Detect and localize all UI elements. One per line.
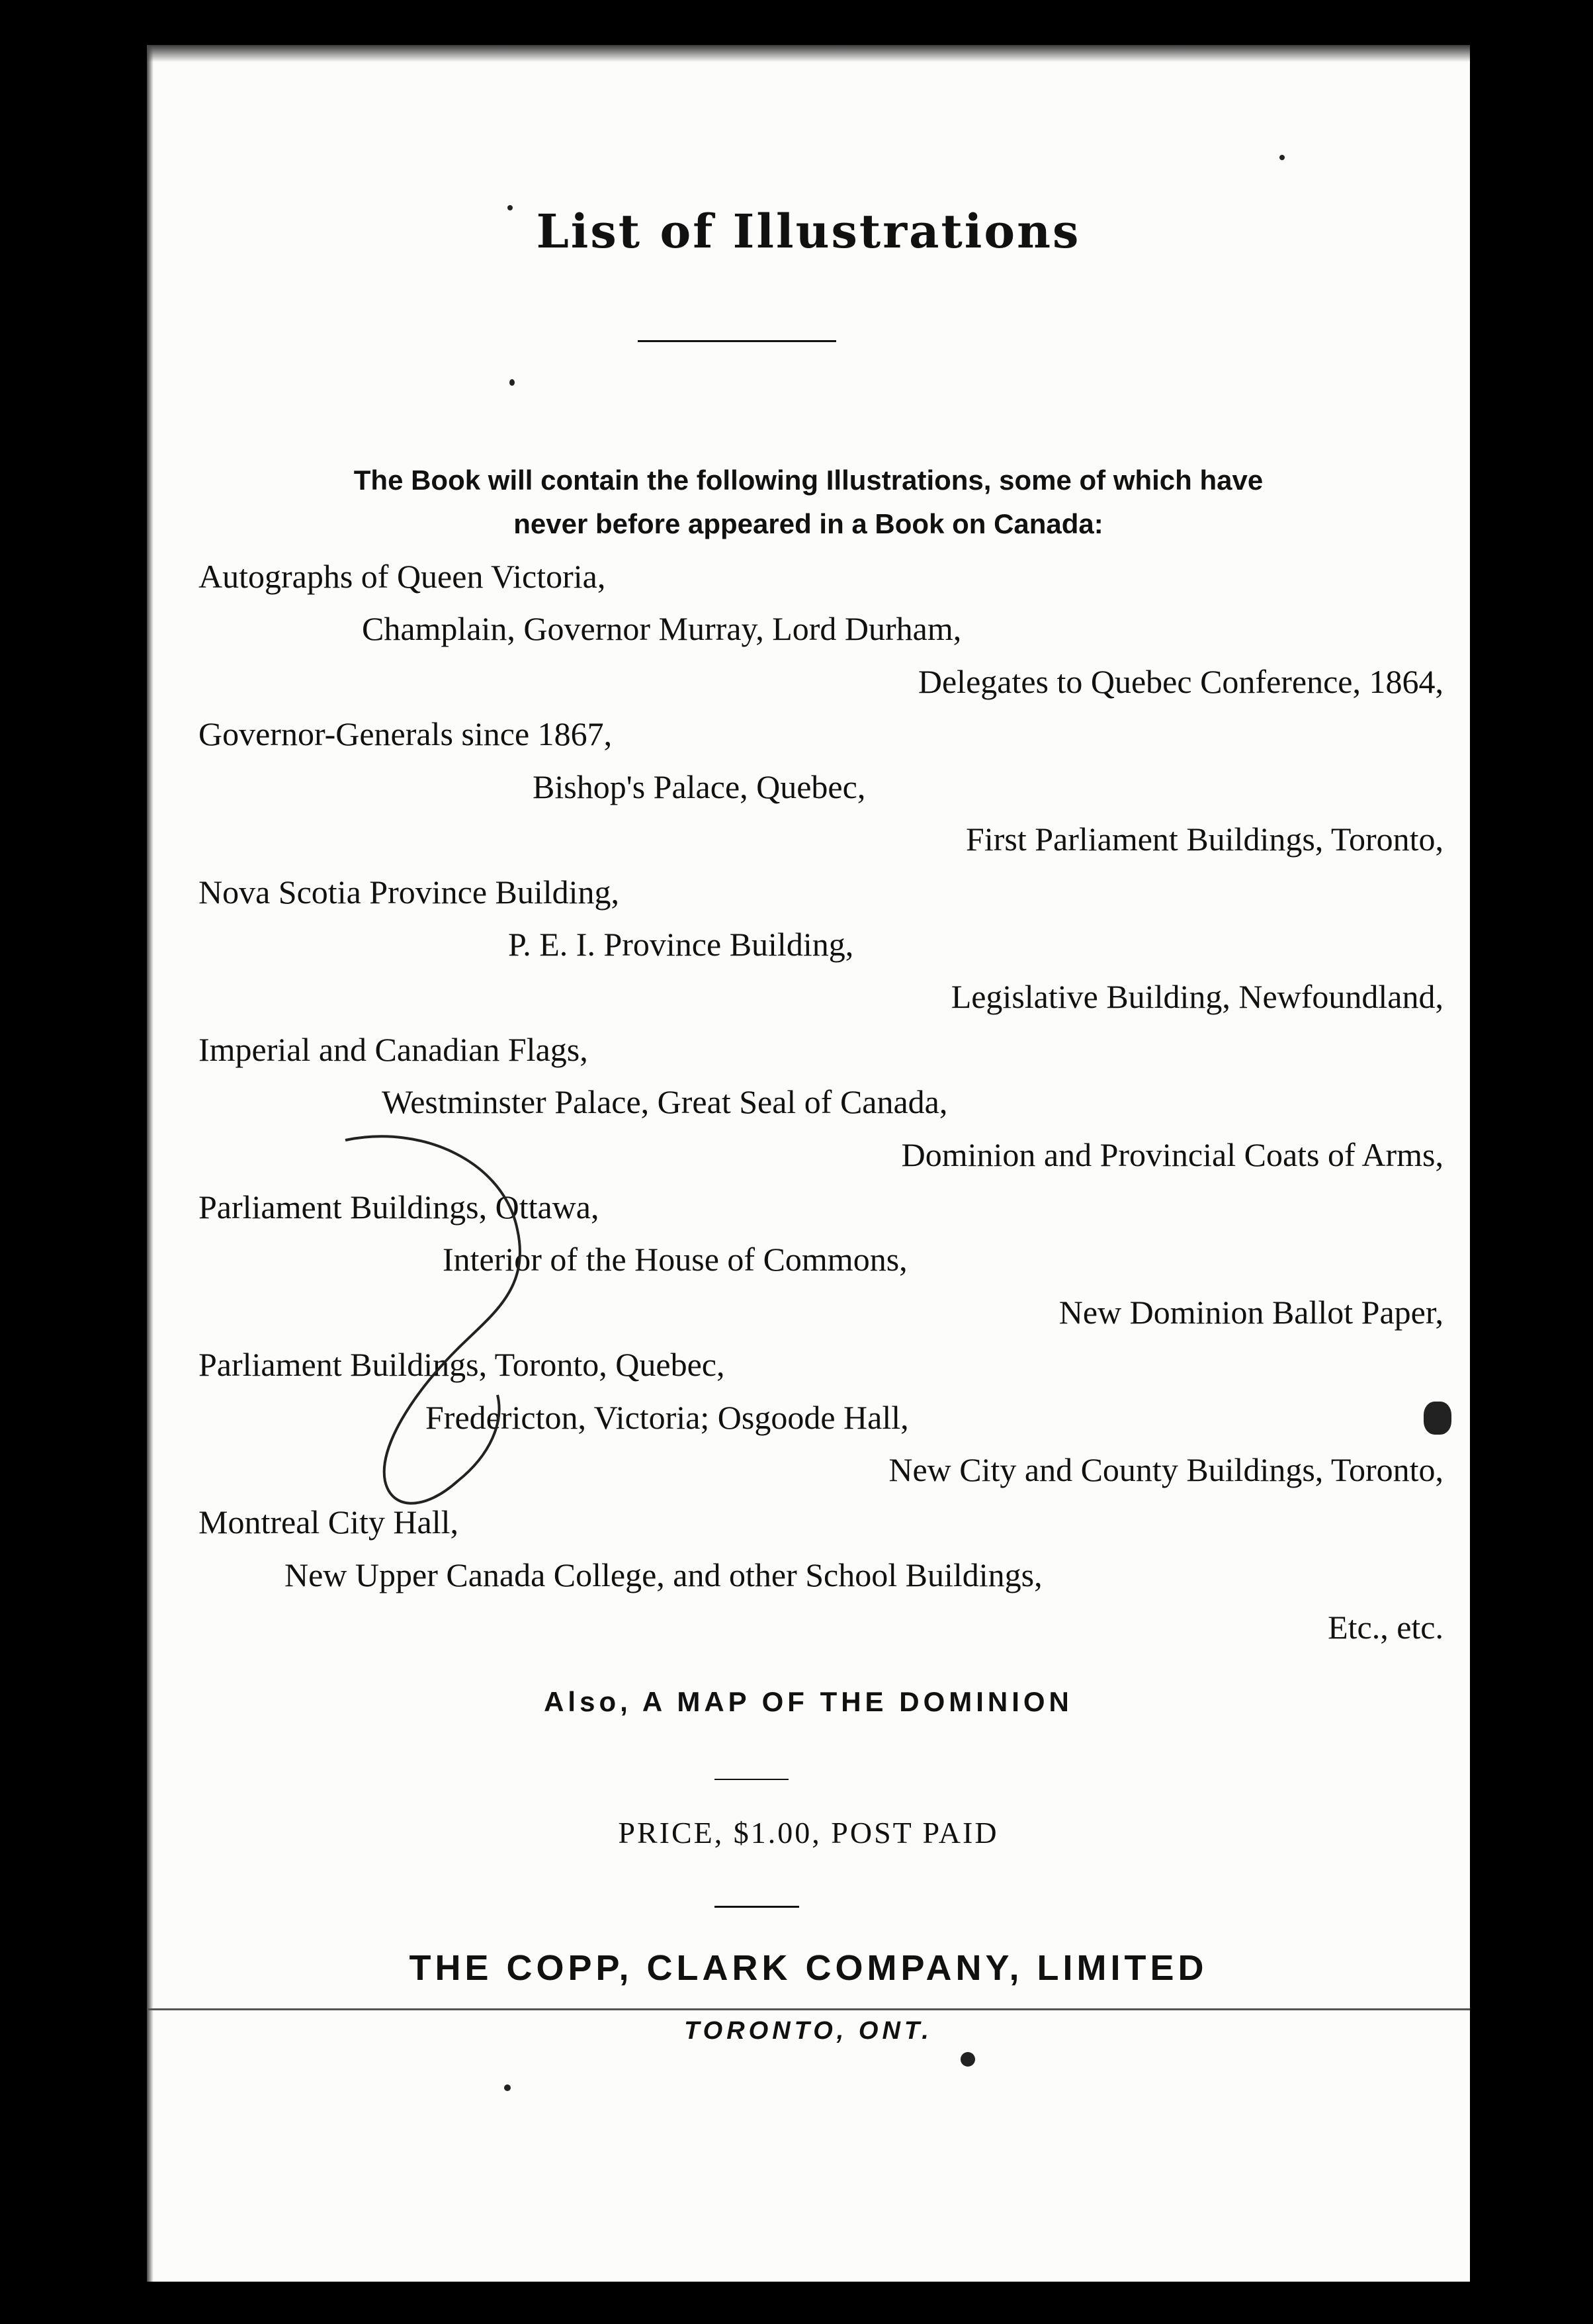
- illustration-item: Parliament Buildings, Ottawa,: [198, 1188, 599, 1226]
- ink-speck: [507, 205, 513, 210]
- illustration-item: Etc., etc.: [1328, 1609, 1443, 1646]
- illustration-item: New Upper Canada College, and other School Buildings,: [284, 1556, 1043, 1593]
- page-title: List of Illustrations: [536, 204, 1081, 259]
- illustration-item: Legislative Building, Newfoundland,: [951, 978, 1443, 1015]
- illustration-item: Autographs of Queen Victoria,: [198, 558, 606, 595]
- publisher-city: TORONTO, ONT.: [684, 2017, 933, 2045]
- illustration-item: New City and County Buildings, Toronto,: [888, 1451, 1443, 1488]
- ink-blot: [1424, 1402, 1451, 1435]
- illustration-item: Delegates to Quebec Conference, 1864,: [918, 663, 1443, 700]
- also-map-note: Also, A MAP OF THE DOMINION: [544, 1686, 1073, 1717]
- ink-speck: [961, 2052, 975, 2067]
- illustration-item: New Dominion Ballot Paper,: [1058, 1294, 1443, 1331]
- illustration-item: Parliament Buildings, Toronto, Quebec,: [198, 1346, 725, 1383]
- price-line: PRICE, $1.00, POST PAID: [618, 1816, 999, 1850]
- illustration-item: Champlain, Governor Murray, Lord Durham,: [362, 610, 962, 647]
- illustration-item: Bishop's Palace, Quebec,: [533, 768, 866, 805]
- illustration-item: First Parliament Buildings, Toronto,: [966, 821, 1443, 858]
- ink-speck: [509, 379, 515, 386]
- intro-line-2: never before appeared in a Book on Canada:: [513, 508, 1103, 539]
- illustration-item: Westminster Palace, Great Seal of Canada,: [382, 1083, 948, 1120]
- publisher-name: THE COPP, CLARK COMPANY, LIMITED: [409, 1948, 1208, 1988]
- illustration-item: Interior of the House of Commons,: [443, 1241, 908, 1278]
- illustration-item: P. E. I. Province Building,: [508, 926, 854, 963]
- illustration-item: Imperial and Canadian Flags,: [198, 1031, 588, 1068]
- illustration-item: Nova Scotia Province Building,: [198, 873, 620, 911]
- pencil-loop-mark: [147, 45, 1470, 2282]
- illustration-item: Fredericton, Victoria; Osgoode Hall,: [425, 1399, 909, 1436]
- intro-line-1: The Book will contain the following Illustrations, some of which have: [353, 465, 1264, 496]
- illustration-item: Dominion and Provincial Coats of Arms,: [901, 1136, 1443, 1173]
- illustration-item: Governor-Generals since 1867,: [198, 715, 613, 752]
- page: [147, 45, 1470, 2282]
- ink-speck: [504, 2084, 511, 2091]
- illustration-item: Montreal City Hall,: [198, 1503, 458, 1541]
- ink-speck: [1279, 155, 1285, 160]
